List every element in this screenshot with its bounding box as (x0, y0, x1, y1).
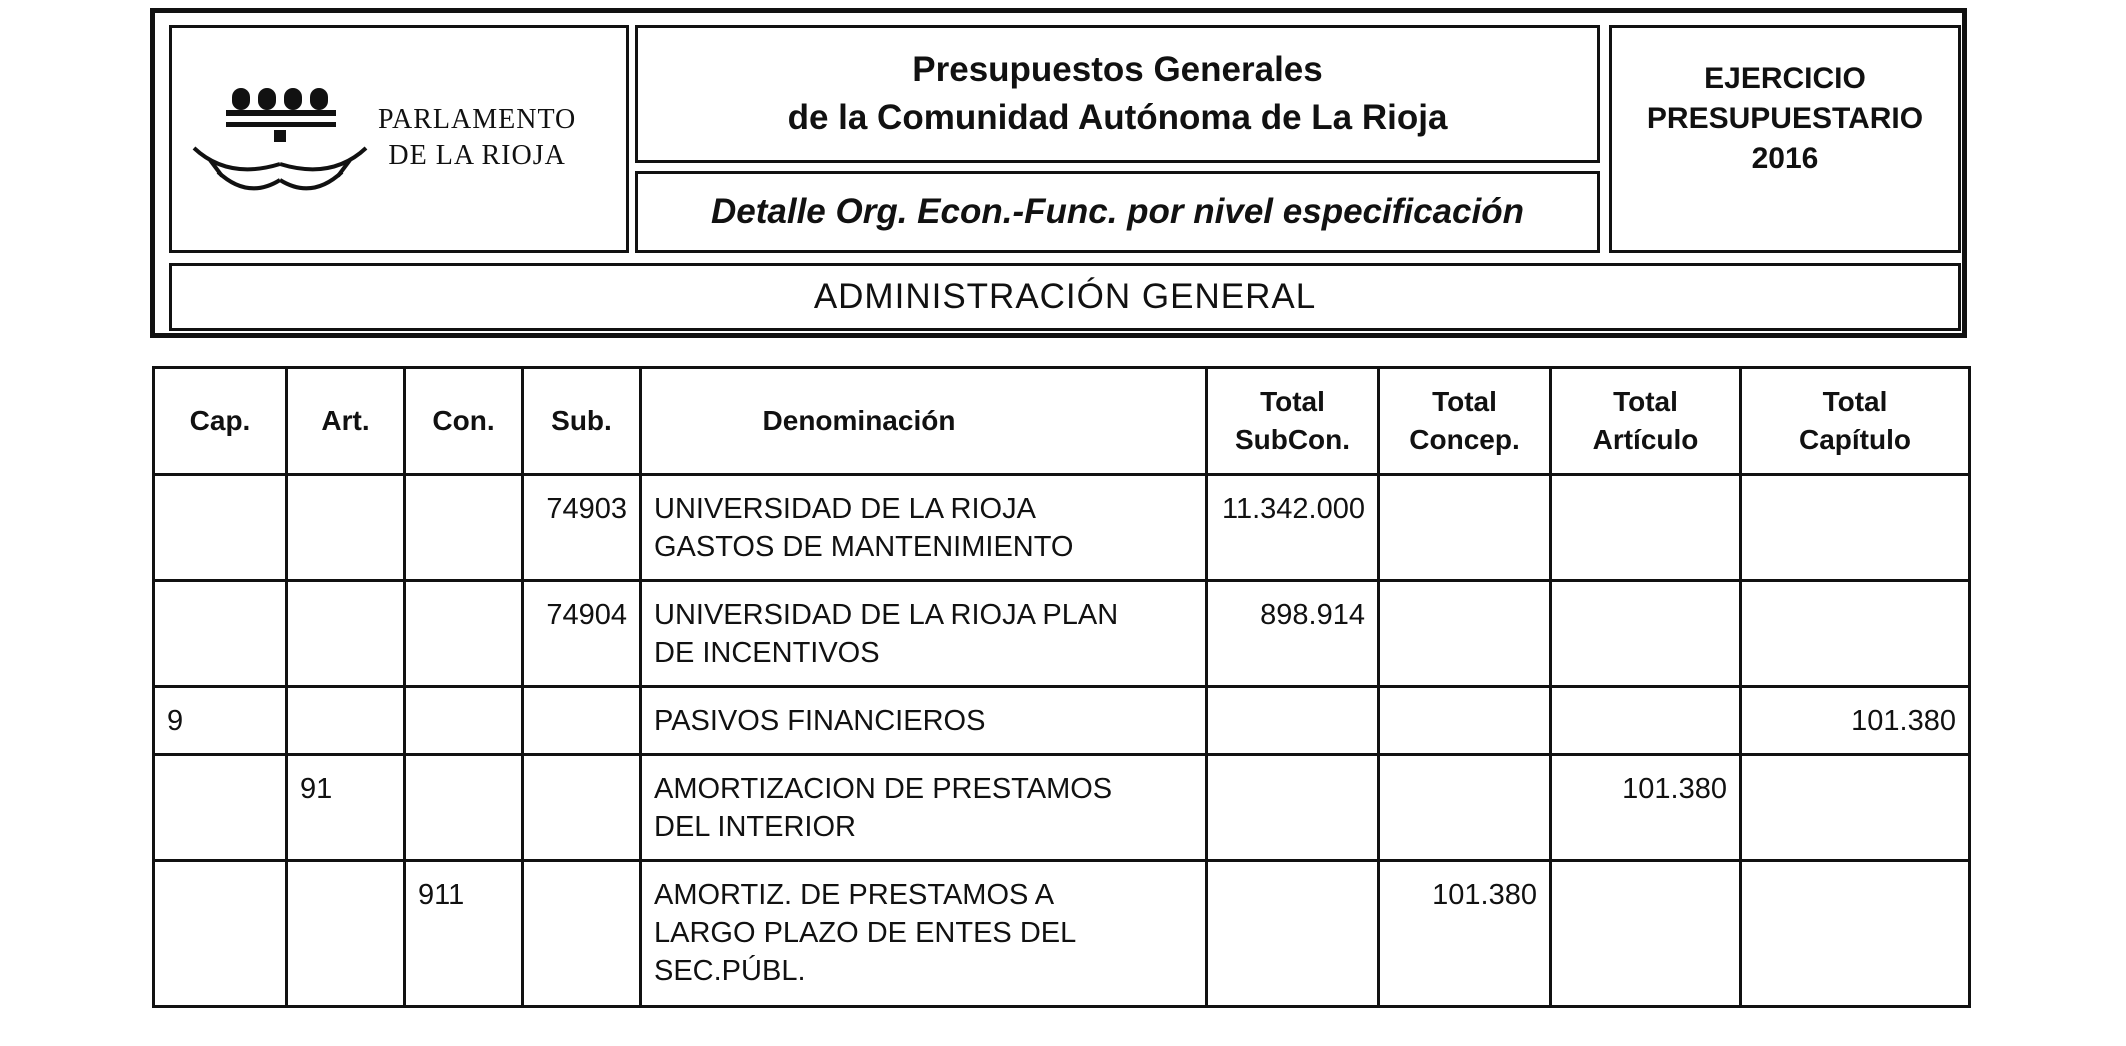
organization-name-line1: PARLAMENTO (378, 104, 577, 135)
header-total-articulo-line1: Total (1613, 386, 1678, 417)
header-total-concep-line1: Total (1432, 386, 1497, 417)
parliament-logo-icon (188, 68, 368, 208)
table-row (154, 475, 1970, 581)
cell-sub (523, 755, 641, 861)
table-row (154, 861, 1970, 1007)
document-subtitle: Detalle Org. Econ.-Func. por nivel especificación (635, 171, 1600, 253)
header-total-capitulo-line1: Total (1822, 386, 1888, 417)
table-header-row (154, 368, 1970, 475)
cell-art: 91 (287, 755, 405, 861)
cell-total-concep (1379, 475, 1551, 581)
table-row (154, 581, 1970, 687)
header-sub: Sub. (523, 368, 641, 475)
cell-sub (523, 687, 641, 755)
logo-box (169, 25, 629, 253)
denominacion-line: UNIVERSIDAD DE LA RIOJA PLAN (654, 599, 1119, 631)
cell-denominacion (641, 581, 1207, 687)
cell-art (287, 581, 405, 687)
table-row (154, 687, 1970, 755)
denominacion-line: SEC.PÚBL. (654, 955, 806, 987)
cell-total-capitulo (1741, 475, 1970, 581)
cell-total-articulo (1551, 581, 1741, 687)
cell-cap (154, 755, 287, 861)
exercise-box (1609, 25, 1961, 253)
cell-total-concep: 101.380 (1379, 861, 1551, 1007)
denominacion-line: GASTOS DE MANTENIMIENTO (654, 531, 1074, 563)
cell-total-subcon: 11.342.000 (1207, 475, 1379, 581)
cell-total-capitulo (1741, 581, 1970, 687)
cell-total-concep (1379, 687, 1551, 755)
cell-con: 911 (405, 861, 523, 1007)
table-row (154, 755, 1970, 861)
header-denominacion: Denominación (641, 368, 1207, 475)
header-total-capitulo (1741, 368, 1970, 475)
cell-total-concep (1379, 755, 1551, 861)
denominacion-line: UNIVERSIDAD DE LA RIOJA (654, 493, 1036, 525)
exercise-year: 2016 (1751, 142, 1819, 175)
cell-cap (154, 475, 287, 581)
organization-name-line2: DE LA RIOJA (388, 140, 566, 171)
document-title-line1: Presupuestos Generales (912, 50, 1323, 89)
header-con: Con. (405, 368, 523, 475)
cell-denominacion (641, 475, 1207, 581)
cell-art (287, 687, 405, 755)
denominacion-line: DE INCENTIVOS (654, 637, 880, 669)
denominacion-line: LARGO PLAZO DE ENTES DEL (654, 917, 1077, 949)
cell-sub: 74903 (523, 475, 641, 581)
header-total-subcon-line2: SubCon. (1234, 424, 1351, 455)
cell-total-subcon: 898.914 (1207, 581, 1379, 687)
cell-con (405, 475, 523, 581)
cell-art (287, 475, 405, 581)
cell-cap: 9 (154, 687, 287, 755)
cell-total-subcon (1207, 861, 1379, 1007)
document-title (635, 25, 1600, 163)
cell-total-concep (1379, 581, 1551, 687)
cell-total-capitulo: 101.380 (1741, 687, 1970, 755)
cell-total-articulo (1551, 861, 1741, 1007)
header-total-subcon-line1: Total (1260, 386, 1325, 417)
cell-sub: 74904 (523, 581, 641, 687)
cell-con (405, 581, 523, 687)
document-header (150, 8, 1967, 338)
denominacion-line: AMORTIZACION DE PRESTAMOS (654, 773, 1113, 805)
section-title: ADMINISTRACIÓN GENERAL (169, 263, 1961, 331)
header-total-articulo-line2: Artículo (1592, 424, 1699, 455)
cell-sub (523, 861, 641, 1007)
cell-total-subcon (1207, 755, 1379, 861)
cell-total-articulo: 101.380 (1551, 755, 1741, 861)
header-total-capitulo-line2: Capítulo (1799, 424, 1911, 455)
cell-denominacion (641, 755, 1207, 861)
cell-con (405, 755, 523, 861)
document-title-line2: de la Comunidad Autónoma de La Rioja (787, 98, 1448, 137)
cell-cap (154, 581, 287, 687)
cell-denominacion (641, 861, 1207, 1007)
cell-total-capitulo (1741, 861, 1970, 1007)
cell-total-subcon (1207, 687, 1379, 755)
denominacion-line: PASIVOS FINANCIEROS (654, 705, 986, 737)
header-total-concep-line2: Concep. (1409, 424, 1520, 455)
exercise-line2: PRESUPUESTARIO (1646, 102, 1924, 135)
cell-total-capitulo (1741, 755, 1970, 861)
budget-table (152, 366, 1971, 1008)
header-total-subcon (1207, 368, 1379, 475)
cell-denominacion (641, 687, 1207, 755)
exercise-line1: EJERCICIO (1704, 62, 1866, 95)
denominacion-line: DEL INTERIOR (654, 811, 856, 843)
cell-con (405, 687, 523, 755)
cell-art (287, 861, 405, 1007)
header-total-articulo (1551, 368, 1741, 475)
cell-total-articulo (1551, 687, 1741, 755)
header-cap: Cap. (154, 368, 287, 475)
denominacion-line: AMORTIZ. DE PRESTAMOS A (654, 879, 1055, 911)
header-art: Art. (287, 368, 405, 475)
header-total-concep (1379, 368, 1551, 475)
cell-cap (154, 861, 287, 1007)
organization-name (378, 102, 576, 174)
cell-total-articulo (1551, 475, 1741, 581)
